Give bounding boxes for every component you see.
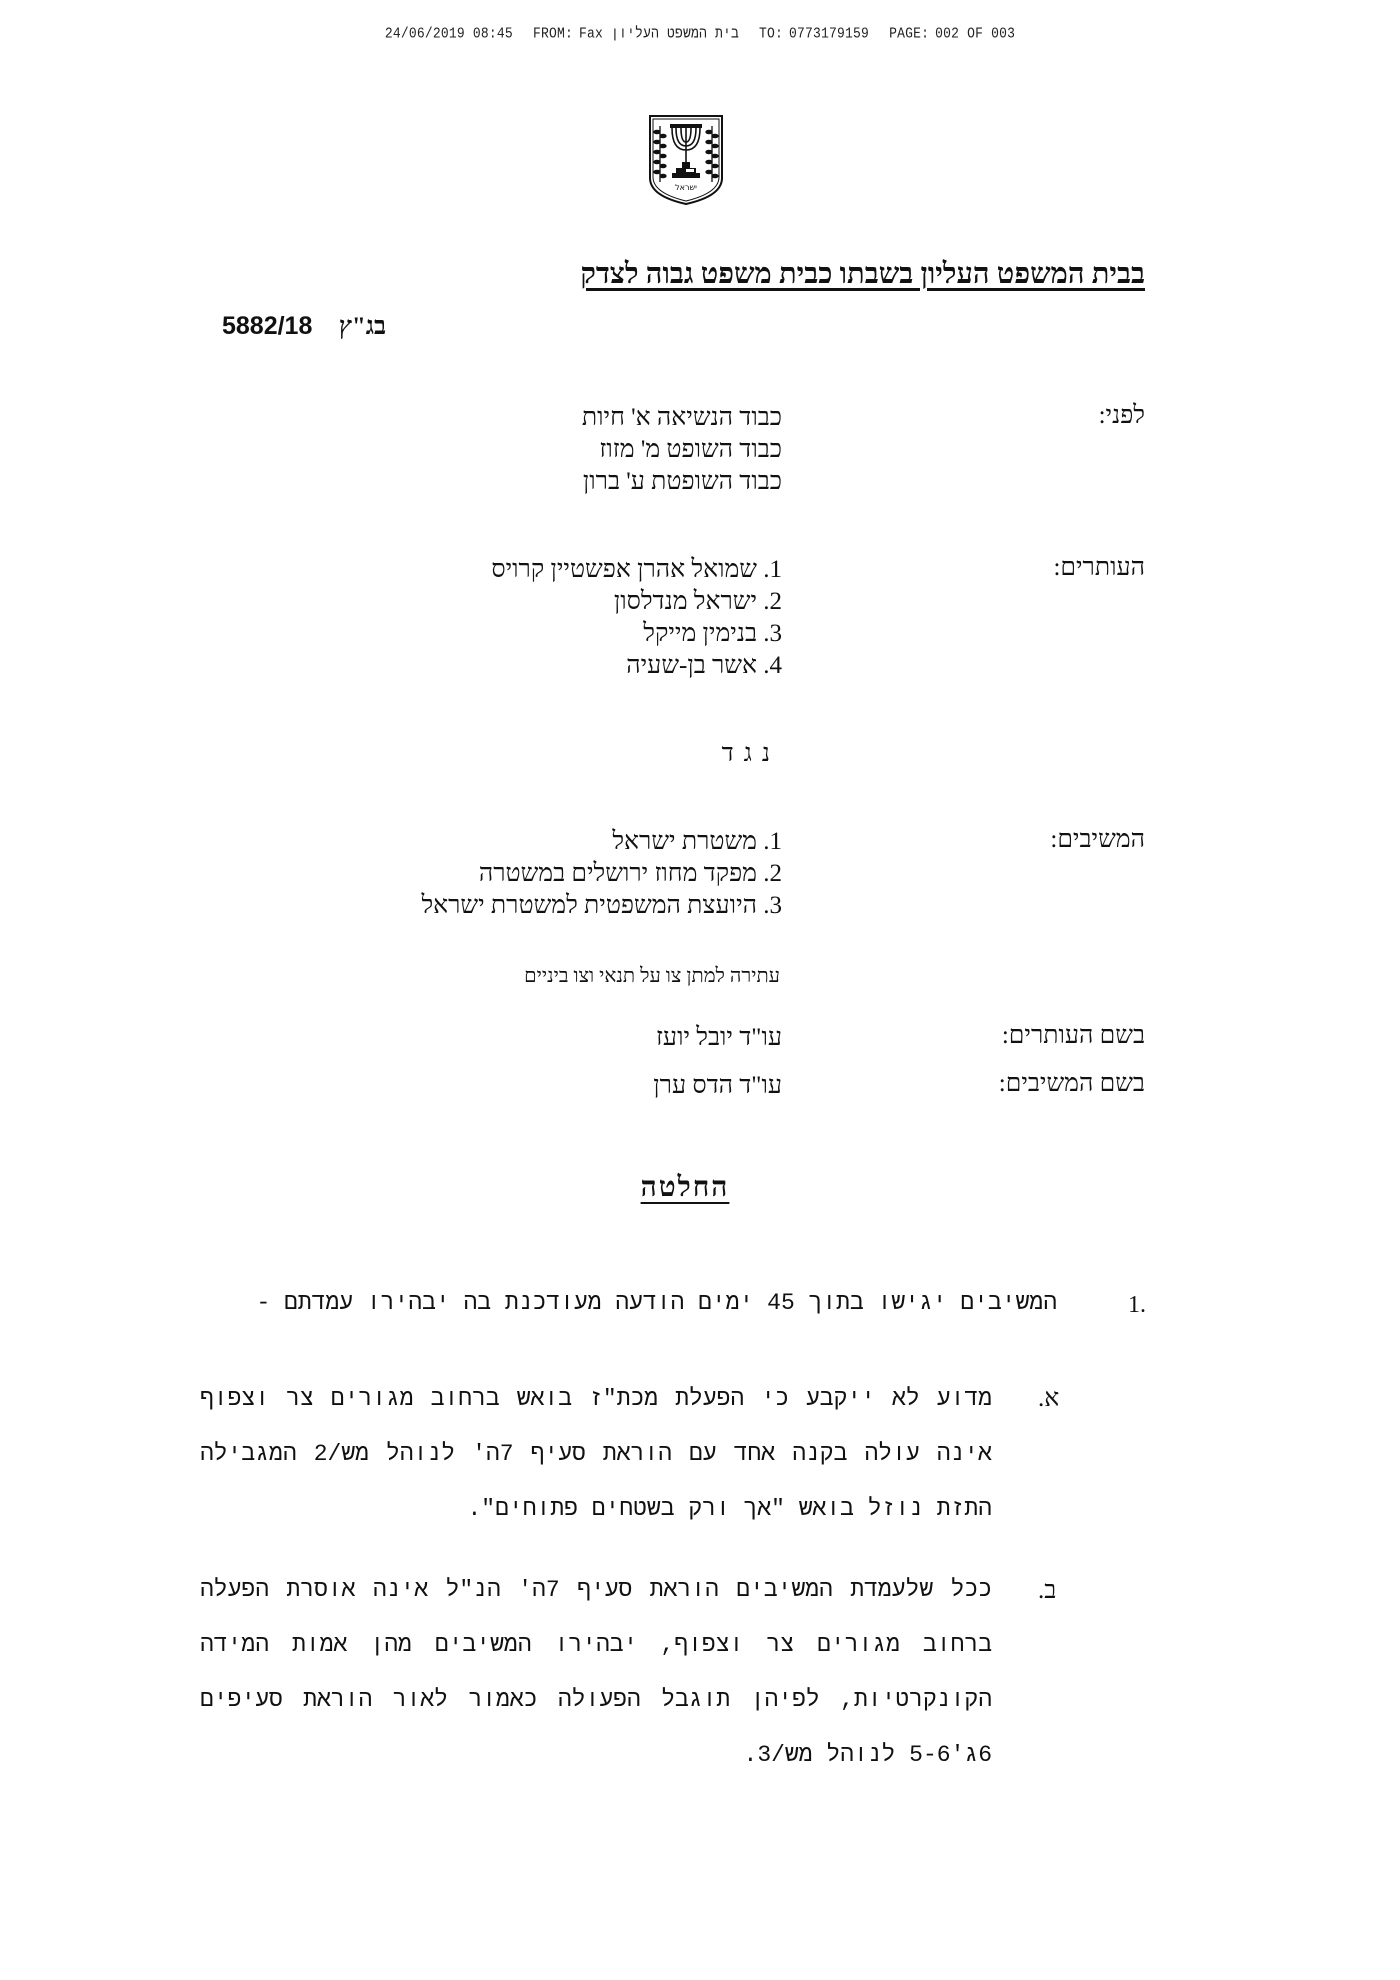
sub-item-text: ככל שלעמדת המשיבים הוראת סעיף 7ה' הנ"ל אינה אוסרת הפעלה ברחוב מגורים צר וצפוף, יבהירו המשיבים מהן אמות המידה הקונקרטיות, לפיהן תוגבל הפעולה כאמור לאור הוראת סעיפים 6ג'5-6 לנוהל מש/3. [200,1577,992,1768]
petitioner-item: 3. בנימין מייקל [643,620,782,647]
decision-item-text: המשיבים יגישו בתוך 45 ימים הודעה מעודכנת בה יבהירו עמדתם - [256,1290,1057,1316]
judges-list [582,402,782,498]
respondents-counsel-value: עו"ד הדס ערן [653,1072,782,1099]
court-title: בבית המשפט העליון בשבתו כבית משפט גבוה לצדק [580,258,1145,290]
respondent-item: 2. מפקד מחוז ירושלים במשטרה [478,860,782,887]
before-label: לפני: [1098,402,1145,429]
sub-item-letter: ב. [1038,1577,1057,1604]
svg-text:ישראל: ישראל [675,183,697,192]
sub-item-letter: א. [1038,1385,1060,1412]
fax-page-value: 002 OF 003 [935,24,1016,43]
fax-to-value: 0773179159 [789,24,870,43]
petitioner-item: 2. ישראל מנדלסון [613,588,782,615]
case-type: בג"ץ [338,313,387,340]
fax-datetime: 24/06/2019 08:45 [384,24,513,43]
petition-type: עתירה למתן צו על תנאי וצו ביניים [524,965,780,987]
fax-to-label: TO: [759,24,784,43]
fax-from-value: Fax בית המשפט העליון [578,24,739,43]
respondent-item: 1. משטרת ישראל [612,828,782,855]
judge-item: כבוד השופטת ע' ברון [582,468,782,495]
petitioner-item: 4. אשר בן-שעיה [626,652,782,679]
petitioners-label: העותרים: [1053,554,1145,581]
case-number-value: 5882/18 [222,312,313,340]
fax-page-label: PAGE: [889,24,930,43]
fax-header [0,25,1400,42]
fax-from-label: FROM: [532,24,573,43]
versus-label: נגד [721,740,780,767]
petitioners-counsel-label: בשם העותרים: [1001,1022,1145,1049]
decision-item-number: 1. [1128,1292,1146,1318]
respondents-counsel-label: בשם המשיבים: [998,1070,1145,1097]
state-of-israel-emblem-icon [646,112,726,208]
judge-item: כבוד השופט מ' מזוז [599,436,782,463]
respondent-item: 3. היועצת המשפטית למשטרת ישראל [421,892,782,919]
sub-item-text: מדוע לא ייקבע כי הפעלת מכת"ז בואש ברחוב מגורים צר וצפוף אינה עולה בקנה אחד עם הוראת סעיף 7ה' לנוהל מש/2 המגבילה התזת נוזל בואש "אך ורק בשטחים פתוחים". [200,1386,992,1522]
petitioners-counsel-value: עו"ד יובל יועז [655,1024,782,1051]
case-number [222,312,386,341]
decision-title: החלטה [640,1172,730,1203]
petitioner-item: 1. שמואל אהרן אפשטיין קרויס [491,556,782,583]
respondents-list [421,826,782,922]
petitioners-list [491,554,782,682]
judge-item: כבוד הנשיאה א' חיות [581,404,782,431]
respondents-label: המשיבים: [1050,826,1145,853]
